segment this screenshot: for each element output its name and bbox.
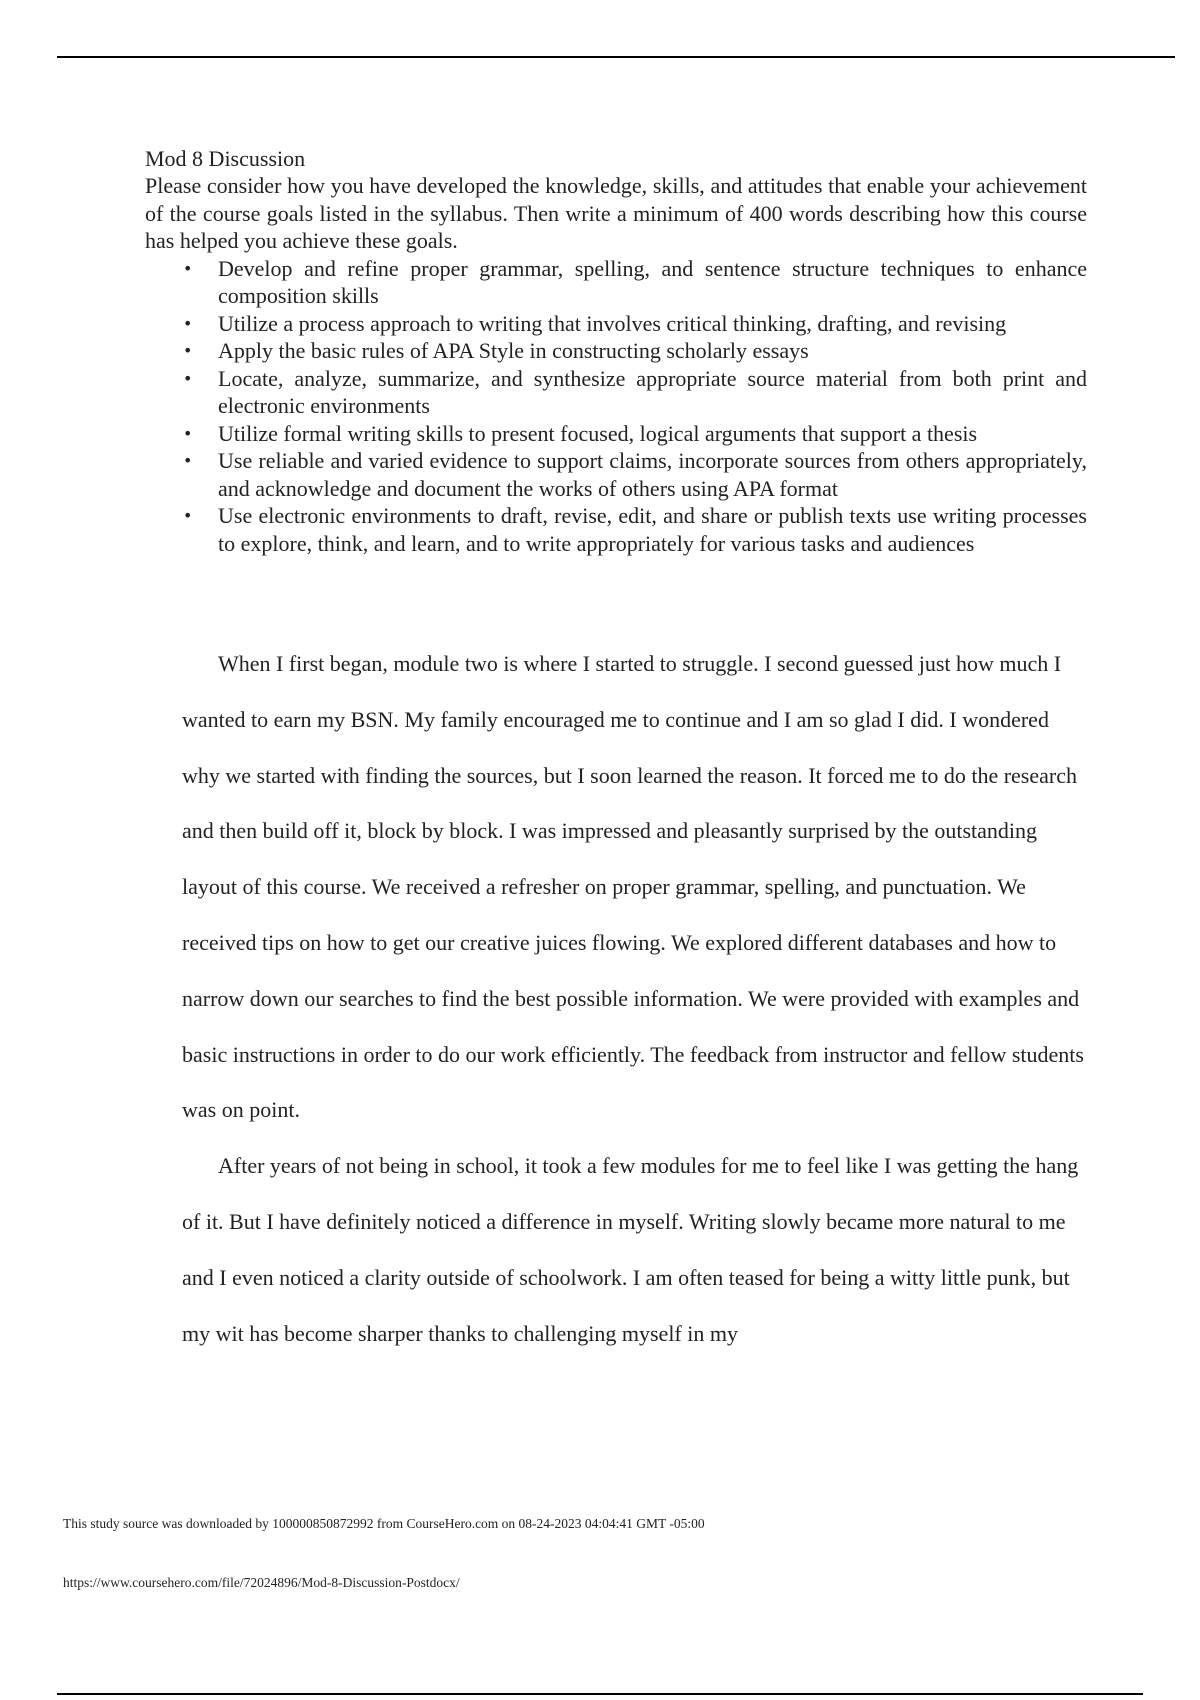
bullet-icon: • [183, 451, 193, 470]
essay-paragraph: After years of not being in school, it took a few modules for me to feel like I was getting the hang of it. But I have definitely noticed a difference in myself. Writing slowly became more natural to me and I even noticed a clarity outside of schoolwork. I am often teased for being a witty little punk, but my wit has become sharper thanks to challenging myself in my [182, 1153, 1079, 1346]
list-item [145, 447, 1087, 502]
list-item [145, 365, 1087, 420]
goal-text: Utilize formal writing skills to present focused, logical arguments that support a thesis [218, 420, 978, 446]
download-notice: This study source was downloaded by 100000850872992 from CourseHero.com on 08-24-2023 04:04:41 GMT -05:00 [63, 1516, 705, 1531]
course-goals-list [145, 255, 1087, 558]
goal-text: Locate, analyze, summarize, and synthesize appropriate source material from both print and electronic environments [218, 365, 1087, 418]
goal-text: Utilize a process approach to writing that involves critical thinking, drafting, and revising [218, 310, 1007, 336]
document-body [145, 145, 1087, 557]
list-item [145, 502, 1087, 557]
goal-text: Develop and refine proper grammar, spelling, and sentence structure techniques to enhance composition skills [218, 255, 1087, 308]
list-item [145, 310, 1087, 338]
bullet-icon: • [183, 423, 193, 443]
bullet-icon: • [183, 506, 193, 525]
bullet-icon: • [183, 368, 193, 388]
essay-body [182, 636, 1087, 1361]
top-rule [57, 56, 1175, 58]
goal-text: Use reliable and varied evidence to support claims, incorporate sources from others appropriately, and acknowledge and document the works of others using APA format [218, 448, 1087, 501]
list-item [145, 420, 1087, 448]
bullet-icon: • [183, 313, 193, 333]
bullet-icon: • [183, 258, 193, 278]
document-title: Mod 8 Discussion [145, 146, 306, 171]
bullet-icon: • [183, 341, 193, 360]
discussion-prompt: Please consider how you have developed the knowledge, skills, and attitudes that enable your achievement of the course goals listed in the syllabus. Then write a minimum of 400 words describing how this course has helped you achieve these goals. [145, 173, 1087, 253]
bottom-rule [57, 1693, 1143, 1695]
list-item [145, 337, 1087, 365]
list-item [145, 255, 1087, 310]
goal-text: Use electronic environments to draft, revise, edit, and share or publish texts use writing processes to explore, think, and learn, and to write appropriately for various tasks and audiences [218, 503, 1087, 556]
source-url: https://www.coursehero.com/file/72024896/Mod-8-Discussion-Postdocx/ [63, 1575, 460, 1590]
essay-paragraph: When I first began, module two is where I started to struggle. I second guessed just how much I wanted to earn my BSN. My family encouraged me to continue and I am so glad I did. I wondered why we started with finding the sources, but I soon learned the reason. It forced me to do the research and then build off it, block by block. I was impressed and pleasantly surprised by the outstanding layout of this course. We received a refresher on proper grammar, spelling, and punctuation. We received tips on how to get our creative juices flowing. We explored different databases and how to narrow down our searches to find the best possible information. We were provided with examples and basic instructions in order to do our work efficiently. The feedback from instructor and fellow students was on point. [182, 651, 1084, 1123]
goal-text: Apply the basic rules of APA Style in constructing scholarly essays [218, 338, 809, 363]
